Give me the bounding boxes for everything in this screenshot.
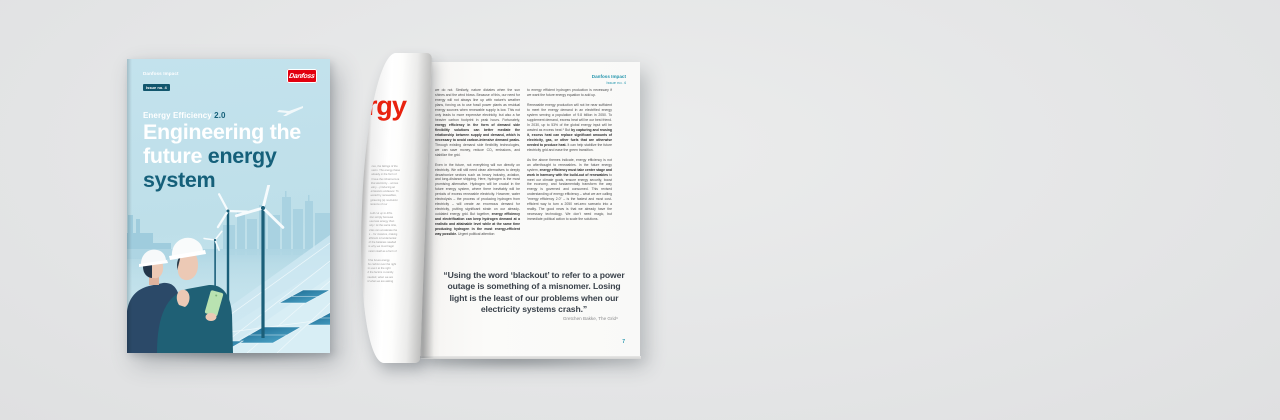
open-magazine	[358, 58, 640, 358]
danfoss-logo	[287, 69, 317, 83]
magazine-rolled-page	[356, 53, 432, 363]
text-column-1: we do not. Similarly, nature dictates when the sun shines and the wind blows. Because of this, our need for energy will not always line up with nature's weather plans, forcing us to use fossil power plants as residual energy sources when renewable supply is low. This not only leads to more expensive electricity, but also a far heavier carbon footprint in peak hours. Fortunately, energy efficiency in the form of demand side flexibility solutions can better mediate the relationship between supply and demand, which is necessary to avoid carbon-intensive demand peaks. Through existing demand side flexibility technologies, we can save money, reduce CO₂ emissions, and stabilize the grid. Even in the future, not everything will run directly on electricity. We will still need clean alternatives to deeply decarbonize sectors such as heavy industry, aviation, and long-distance shipping. Here, hydrogen is the most promising alternative. Hydrogen will be crucial in the future energy system, where there inevitably will be periods of excess renewable electricity. However, water electrolysis – the process of producing hydrogen from electricity – will create an enormous demand for electricity, putting significant strain on our already-outdated energy grid. But together, energy efficiency and electrification can keep hydrogen demand at a realistic and attainable level while at the same time producing hydrogen in the most energy-efficient way possible. Urgent political attention	[435, 88, 520, 237]
quote-attribution: Gretchen Bakke, The Grid⁶	[562, 316, 618, 321]
airplane-icon	[276, 105, 304, 117]
cover-illustration	[127, 185, 330, 353]
cover-title-line: Engineering the	[143, 120, 301, 144]
cover-title-line: future energy	[143, 144, 277, 168]
cover-issue-badge: Issue no. 4	[143, 84, 170, 91]
page-number: 7	[622, 339, 625, 345]
cover-eyebrow: Energy Efficiency 2.0	[143, 111, 226, 120]
body-text-columns	[435, 88, 613, 242]
text-column-2: to energy efficient hydrogen production is necessary if we want the future energy equation to add up. Renewable energy production will not be near sufficient to meet the energy demand in an electrified energy system serving a population of 9.8 billion in 2050. To supplement demand, excess heat will be our best friend. In 2030, up to 53% of the global energy input will be wasted as excess heat.⁵ But by capturing and reusing it, excess heat can replace significant amounts of electricity, gas, or other fuels that are otherwise needed to produce heat. It can help stabilize the future electricity grid and ease the green transition. As the above themes indicate, energy efficiency is not an afterthought to renewables. In the future energy system, energy efficiency must take center stage and work in harmony with the build-out of renewables to meet our climate goals, ensure energy security, boost the economy, and fundamentally transform the way energy is governed and consumed. This revised understanding of energy efficiency – what we are calling "energy efficiency 2.0" – is the fastest and most cost-efficient way to turn a 2050 net-zero scenario into a reality. The good news is that we already have the necessary technology. We don't need magic, but immediate political action to scale the solutions.	[527, 88, 613, 222]
cover-title-line: system	[143, 168, 216, 192]
page-header	[592, 74, 626, 85]
magazine-right-page	[420, 62, 640, 356]
rolled-page-headline-fragment: rgy	[366, 91, 407, 121]
danfoss-logo-text: Danfoss	[288, 72, 316, 80]
cover-title	[143, 120, 301, 192]
page-header-publication: Danfoss Impact	[591, 74, 626, 79]
page-header-issue: Issue no. 4	[606, 79, 626, 85]
pull-quote: “Using the word ‘blackout’ to refer to a power outage is something of a misnomer. Losing light is the least of our problems when our electricity systems crash.”	[443, 270, 625, 315]
report-cover	[127, 59, 330, 353]
rolled-page-text-fragments: ries, the failings of the ssion. The energy these already in the form of I have the infrastructure that electricity – across ustry – producing an emissions endeavor. To wered by renewables, gineering (a) revolution tenance of our ould cut up to 40%. tion simply because use less energy than arly.⁴ At the same time, icles can accelerate the s – for instance, making efficient is fundamental of the batteries needed is why we must begin cation itself as a form of f the future energy he carbon over the right to use it at the right d the factors currently needed, when we are of what we are asking	[367, 165, 401, 283]
cover-meta-publication: Danfoss Impact	[143, 71, 179, 76]
cover-meta	[143, 71, 179, 94]
